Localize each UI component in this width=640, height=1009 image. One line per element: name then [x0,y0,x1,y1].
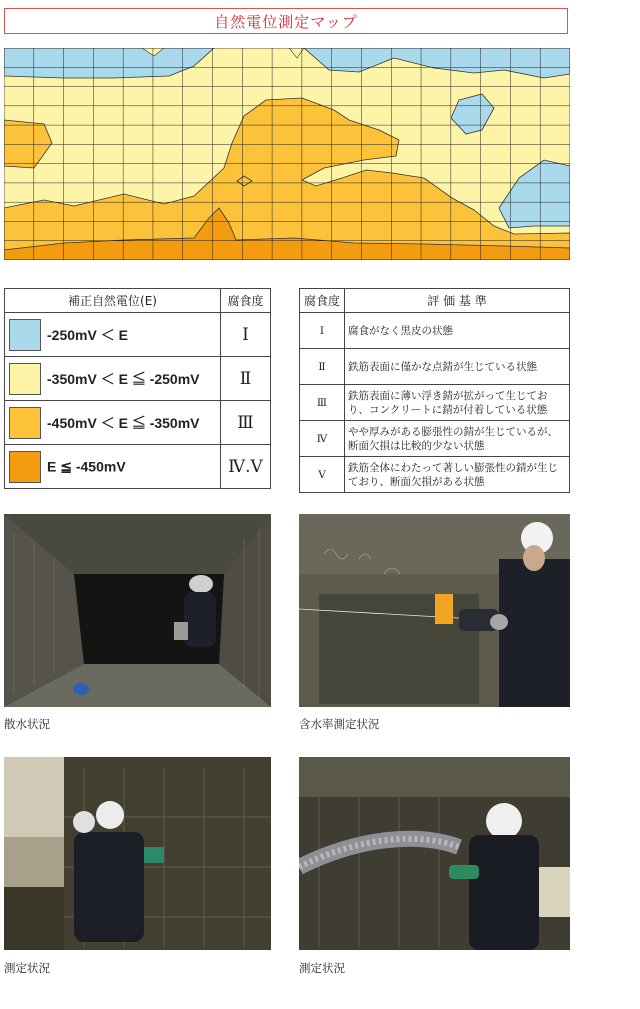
criteria-degree: Ⅱ [300,349,345,385]
legend-label: -250mV ＜ E [47,326,128,343]
criteria-row [300,313,570,349]
criteria-text: 鉄筋表面に薄い浮き錆が拡がって生じており、コンクリートに錆が付着している状態 [345,385,570,421]
legend-row [5,445,271,489]
criteria-row [300,349,570,385]
legend-swatch-orange [9,451,41,483]
criteria-row [300,421,570,457]
legend-label: E ≦ -450mV [47,458,126,474]
criteria-header-degree: 腐食度 [300,289,345,313]
criteria-text: やや厚みがある膨張性の錆が生じているが、断面欠損は比較的少ない状態 [345,421,570,457]
criteria-degree: Ⅴ [300,457,345,493]
photo-caption: 含水率測定状況 [299,717,380,731]
criteria-row [300,385,570,421]
legend-row [5,313,271,357]
legend-swatch-orange-yellow [9,407,41,439]
legend-swatch-light-yellow [9,363,41,395]
legend-degree: Ⅳ.Ⅴ [221,445,271,489]
criteria-table [299,288,570,493]
criteria-header-criteria: 評 価 基 準 [345,289,570,313]
legend-swatch-blue [9,319,41,351]
legend-degree: Ⅲ [221,401,271,445]
photo-caption: 測定状況 [4,961,50,975]
page-title: 自然電位測定マップ [4,8,568,34]
photo-caption: 測定状況 [299,961,345,975]
legend-row [5,401,271,445]
photo-measurement-1 [4,757,271,950]
criteria-text: 鉄筋表面に僅かな点錆が生じている状態 [345,349,570,385]
criteria-degree: Ⅲ [300,385,345,421]
potential-map [4,48,570,260]
criteria-row [300,457,570,493]
criteria-degree: Ⅳ [300,421,345,457]
legend-label: -350mV ＜ E ≦ -250mV [47,370,200,387]
photo-water-spraying [4,514,271,707]
legend-label: -450mV ＜ E ≦ -350mV [47,414,200,431]
photo-caption: 散水状況 [4,717,50,731]
legend-degree: Ⅰ [221,313,271,357]
photo-moisture-measurement [299,514,570,707]
photo-measurement-2 [299,757,570,950]
legend-table [4,288,271,489]
criteria-degree: Ⅰ [300,313,345,349]
legend-degree: Ⅱ [221,357,271,401]
legend-header-degree: 腐食度 [221,289,271,313]
criteria-text: 鉄筋全体にわたって著しい膨張性の錆が生じており、断面欠損がある状態 [345,457,570,493]
criteria-text: 腐食がなく黒皮の状態 [345,313,570,349]
legend-row [5,357,271,401]
legend-header-potential: 補正自然電位(E) [5,289,221,313]
